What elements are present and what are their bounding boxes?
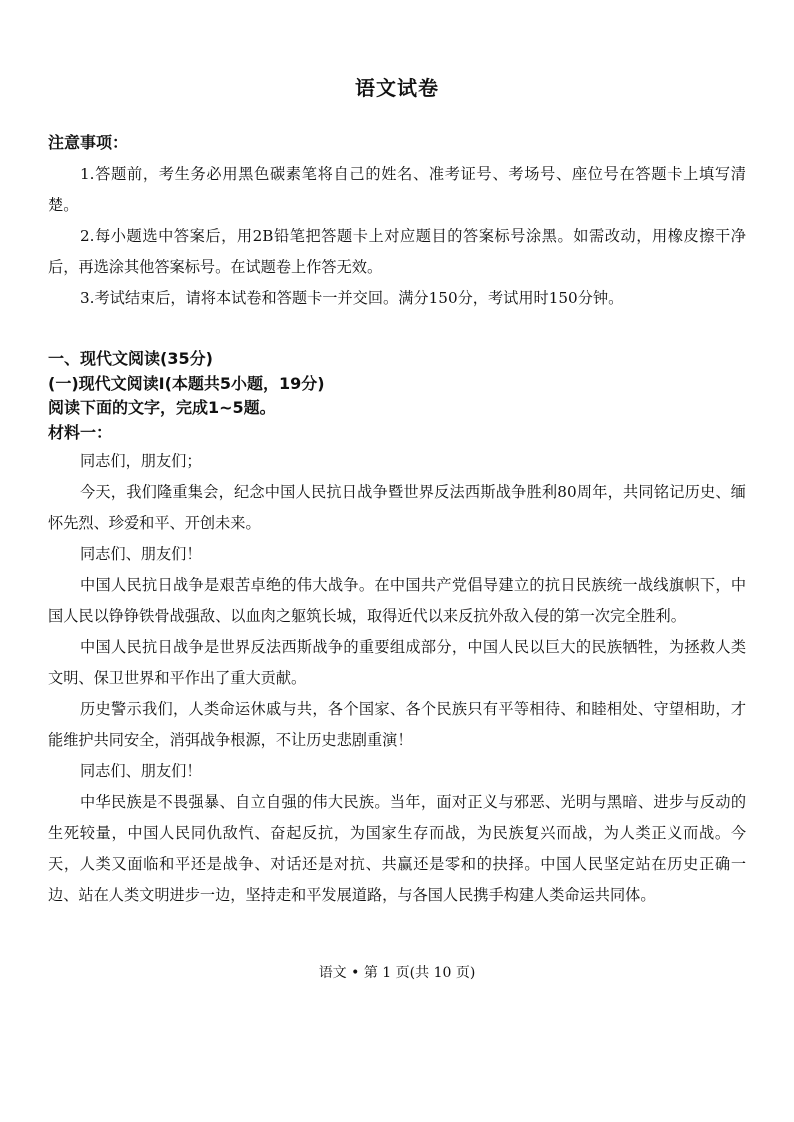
passage-paragraph: 同志们，朋友们；: [80, 452, 202, 470]
passage-paragraph: 同志们、朋友们！: [80, 762, 202, 780]
section-heading: 一、现代文阅读(35分): [48, 349, 213, 368]
section-subheading: (一)现代文阅读Ⅰ(本题共5小题，19分): [48, 373, 325, 393]
passage-paragraph: 中华民族是不畏强暴、自立自强的伟大民族。当年，面对正义与邪恶、光明与黑暗、进步与反动的生死较量，中国人民同仇敌忾、奋起反抗，为国家生存而战，为民族复兴而战，为人类正义而战。今天，人类又面临和平还是战争、对话还是对抗、共赢还是零和的抉择。中国人民坚定站在历史正确一边、站在人类文明进步一边，坚持走和平发展道路，与各国人民携手构建人类命运共同体。: [48, 793, 746, 904]
passage-paragraph: 中国人民抗日战争是艰苦卓绝的伟大战争。在中国共产党倡导建立的抗日民族统一战线旗帜下，中国人民以铮铮铁骨战强敌、以血肉之躯筑长城，取得近代以来反抗外敌入侵的第一次完全胜利。: [48, 576, 746, 625]
passage-paragraph: 今天，我们隆重集会，纪念中国人民抗日战争暨世界反法西斯战争胜利80周年，共同铭记历史、缅怀先烈、珍爱和平、开创未来。: [48, 483, 746, 532]
notice-list: [48, 159, 746, 314]
notice-item: 2.每小题选中答案后，用2B铅笔把答题卡上对应题目的答案标号涂黑。如需改动，用橡皮擦干净后，再选涂其他答案标号。在试题卷上作答无效。: [48, 227, 746, 276]
section-instruction: 阅读下面的文字，完成1~5题。: [48, 398, 276, 417]
reading-passage: [48, 446, 746, 911]
section-header: [48, 347, 746, 445]
passage-paragraph: 历史警示我们，人类命运休戚与共，各个国家、各个民族只有平等相待、和睦相处、守望相助，才能维护共同安全，消弭战争根源，不让历史悲剧重演！: [48, 700, 746, 749]
passage-paragraph: 同志们、朋友们！: [80, 545, 202, 563]
notice-heading: 注意事项：: [48, 133, 129, 152]
page-title: 语文试卷: [355, 76, 439, 100]
passage-paragraph: 中国人民抗日战争是世界反法西斯战争的重要组成部分，中国人民以巨大的民族牺牲，为拯救人类文明、保卫世界和平作出了重大贡献。: [48, 638, 746, 687]
notice-item: 1.答题前，考生务必用黑色碳素笔将自己的姓名、准考证号、考场号、座位号在答题卡上填写清楚。: [48, 165, 746, 214]
notice-item: 3.考试结束后，请将本试卷和答题卡一并交回。满分150分，考试用时150分钟。: [80, 289, 624, 307]
material-label: 材料一：: [48, 422, 113, 442]
page-footer: 语文 • 第 1 页(共 10 页): [318, 965, 476, 981]
